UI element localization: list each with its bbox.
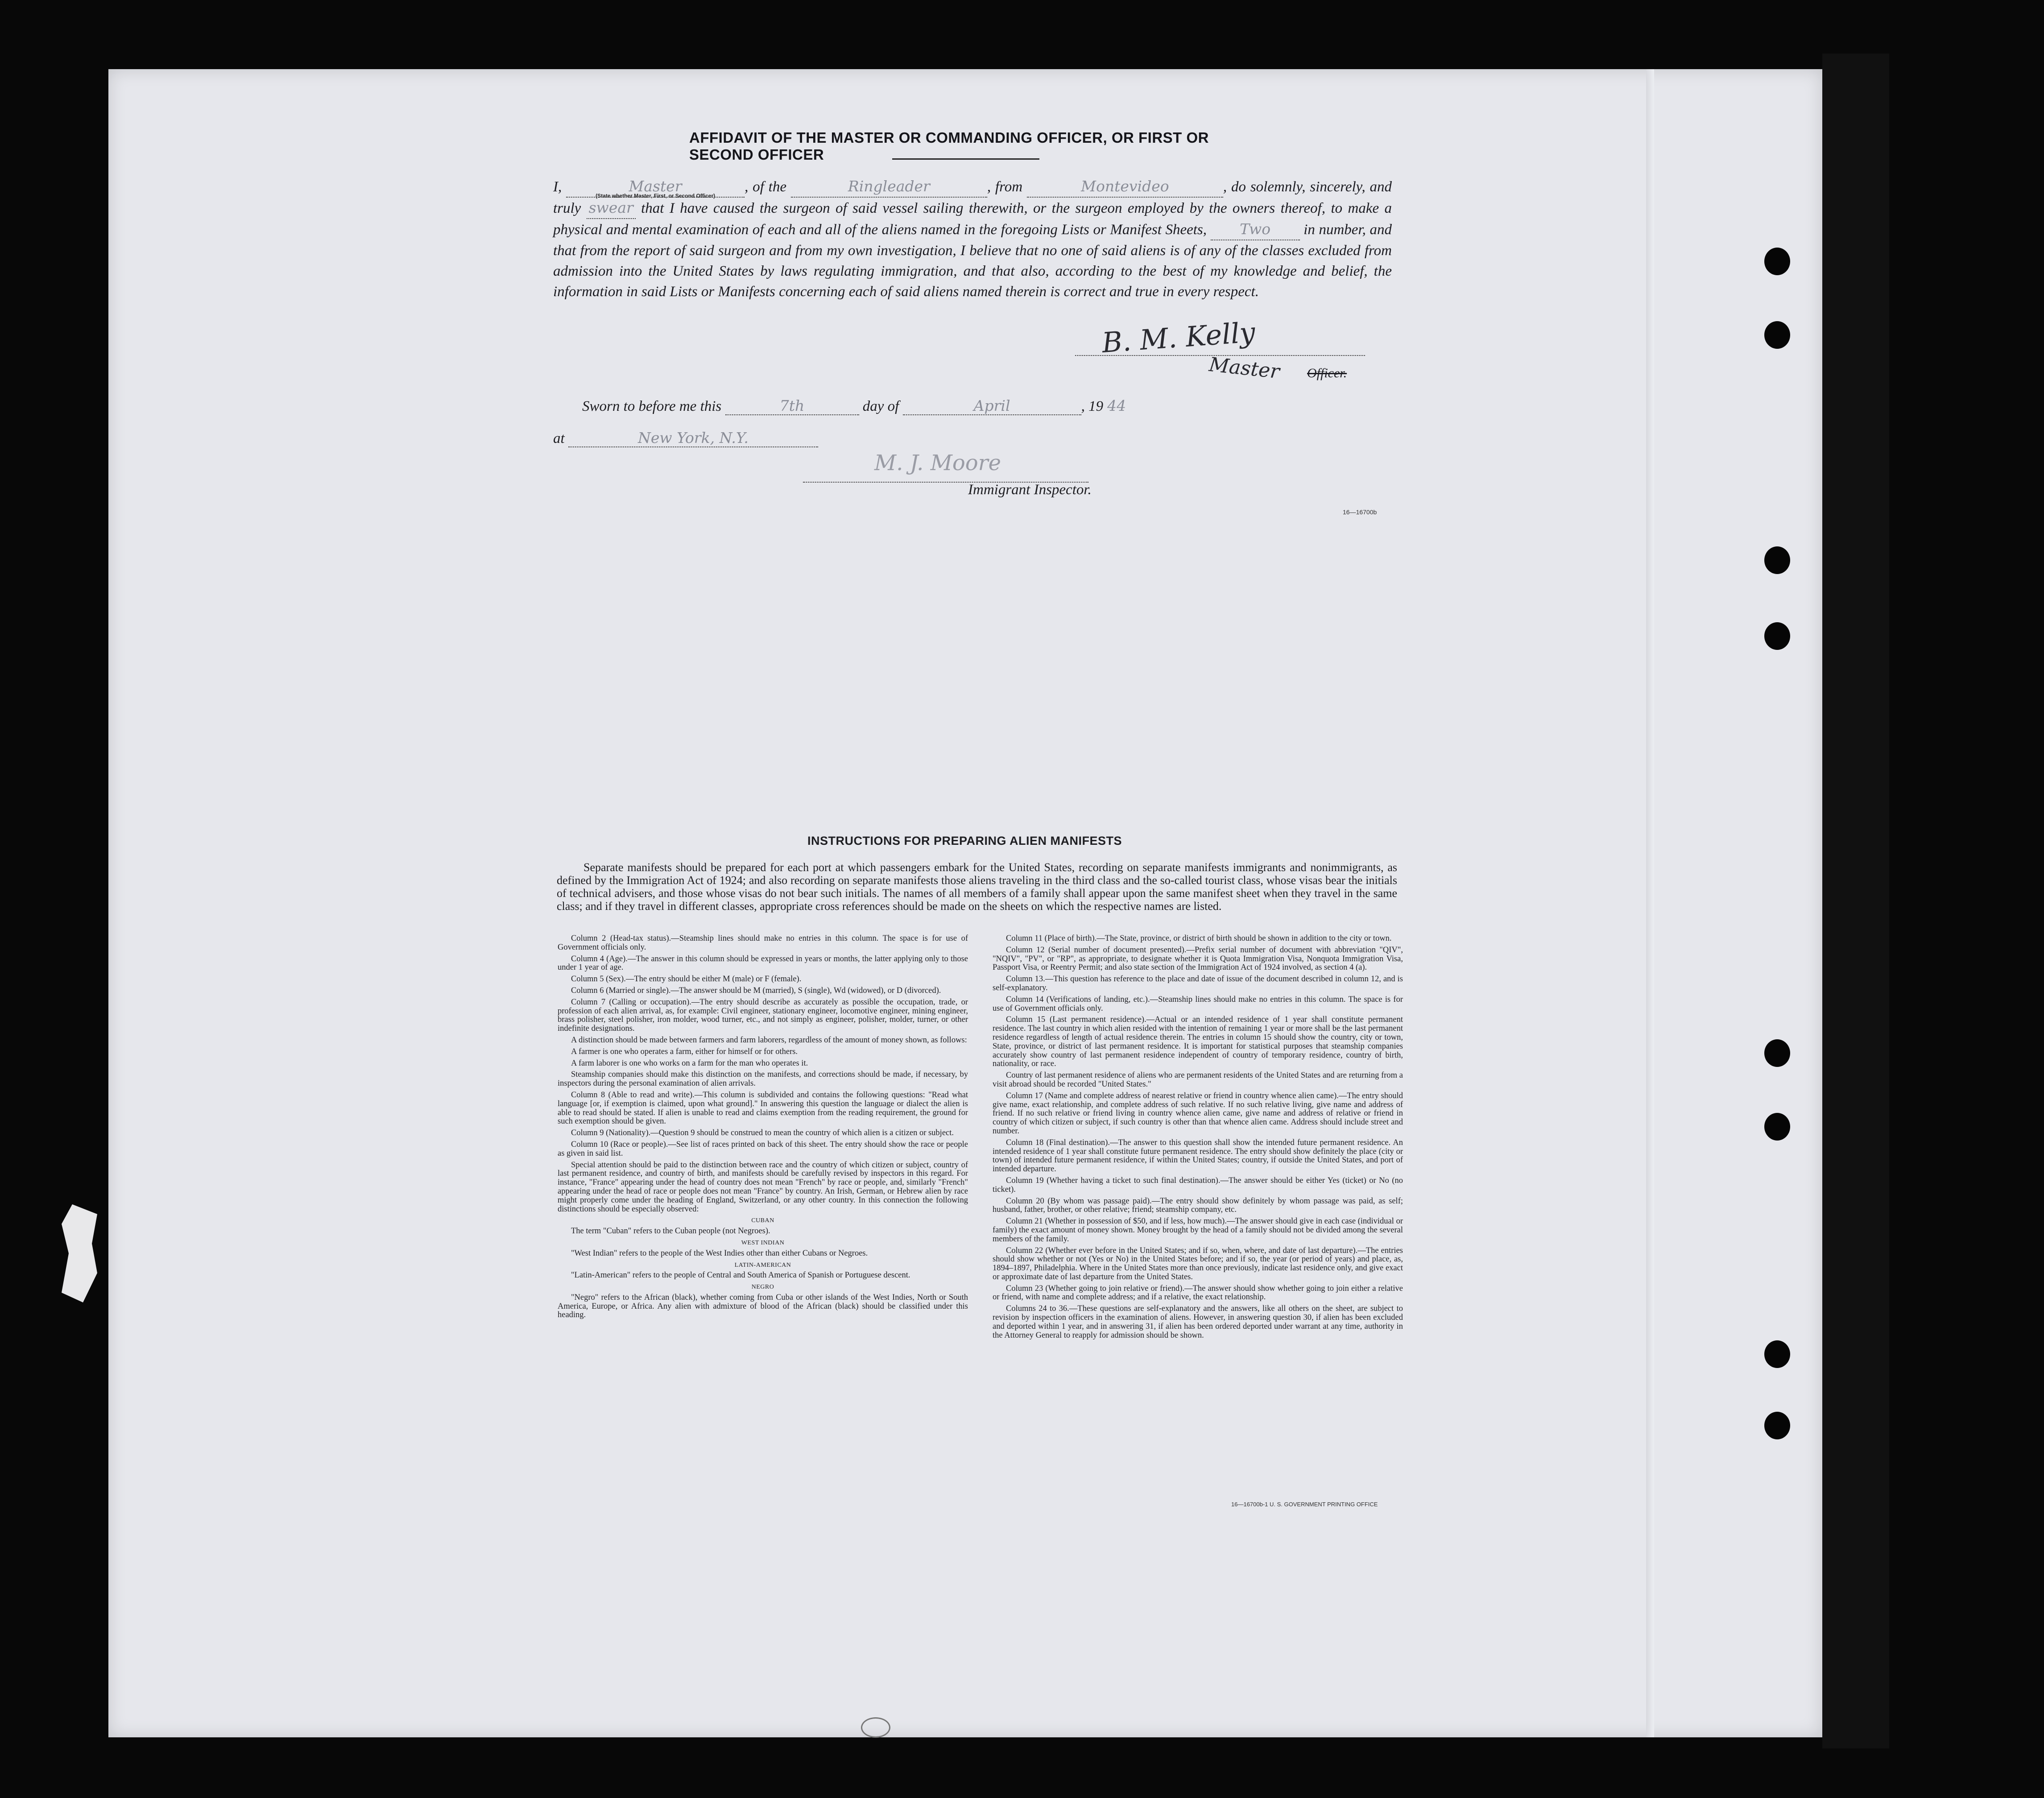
officer-rank-field [566, 176, 745, 198]
instruction-paragraph: Column 7 (Calling or occupation).—The entry should describe as accurately as possible the occupation, trade, or profession of each alien arrival, as, for example: Civil engineer, stationary engineer, locomotive engineer, mining engineer, brass polisher, steel polisher, iron molder, wood turner, etc., and not simply as engineer, polisher, molder, turner, or other indefinite designations. [558, 997, 968, 1033]
signature-suffix: Officer. [1307, 366, 1347, 380]
master-signature: B. M. Kelly [1101, 316, 1257, 359]
punch-hole [1764, 546, 1790, 574]
at-text: at [553, 430, 565, 446]
instruction-paragraph: "Latin-American" refers to the people of Central and South America of Spanish or Portuguese descent. [571, 1271, 910, 1280]
sworn-line [582, 397, 1385, 415]
instruction-paragraph: Column 13.—This question has reference to the place and date of issue of the document described in column 12, and is self-explanatory. [993, 975, 1403, 992]
instruction-paragraph: Column 19 (Whether having a ticket to such final destination).—The answer should be either Yes (ticket) or No (no ticket). [993, 1176, 1403, 1194]
oath-word-field: swear [587, 198, 636, 219]
punch-hole [1764, 1113, 1790, 1141]
sworn-month-field: April [903, 397, 1081, 415]
affidavit-text: that I have caused the surgeon of said vessel sailing therewith, or the surgeon employed by the owners thereof, to make a physical and mental examination of each and all of the aliens named in the foregoing Lists or Manifest Sheets, [553, 200, 1392, 238]
instruction-paragraph: A farm laborer is one who works on a farm for the man who operates it. [571, 1058, 808, 1068]
punch-hole [1764, 1340, 1790, 1368]
heading-latin-american: LATIN-AMERICAN [734, 1261, 791, 1269]
inspector-signature: M. J. Moore [874, 451, 1001, 475]
affidavit-text: solemnly, sincerely, and truly [553, 179, 1392, 216]
instruction-paragraph: Column 8 (Able to read and write).—This column is subdivided and contains the following questions: "Read what language [or, if exemption is claimed, upon what ground]." In answering this question the language or dialect the alien is able to read should be stated. If alien is unable to read and claims exemption from the reading requirement, the ground for such exemption should be given. [558, 1090, 968, 1126]
punch-hole [1764, 248, 1790, 275]
instruction-paragraph: A farmer is one who operates a farm, either for himself or for others. [571, 1047, 798, 1056]
instruction-paragraph: Column 21 (Whether in possession of $50, and if less, how much).—The answer should give in each case (individual or family) the exact amount of money shown. Money brought by the head of a family should not be divided among the several members of the family. [993, 1217, 1403, 1244]
instruction-paragraph: Column 17 (Name and complete address of nearest relative or friend in country whence alien came).—The entry should give name, exact relationship, and complete address of such relative. If no such relative living, give name and address of friend. If no such relative or friend living in country whence alien came, give name and address of relative or friend in country of which citizen or subject, if such country is other than that whence alien came. Address should include street and number. [993, 1091, 1403, 1136]
instruction-paragraph: Column 4 (Age).—The answer in this column should be expressed in years or months, the latter applying only to those under 1 year of age. [558, 954, 968, 972]
at-line [553, 429, 910, 447]
instruction-paragraph: Country of last permanent residence of aliens who are permanent residents of the United States and are returning from a visit abroad should be recorded "United States." [993, 1071, 1403, 1089]
instruction-paragraph: Column 14 (Verifications of landing, etc.).—Steamship lines should make no entries in this column. The space is for use of Government officials only. [993, 995, 1403, 1013]
vessel-name-field: Ringleader [791, 176, 987, 198]
instruction-paragraph: Column 18 (Final destination).—The answer to this question shall show the intended future permanent residence. An intended residence of 1 year shall constitute future permanent residence. The entry should show definitely the place (city or town) of intended future permanent residence, if within the United States; country, if outside the United States, and port of intended departure. [993, 1138, 1403, 1174]
heading-west-indian: WEST INDIAN [741, 1239, 785, 1246]
page-fold [1646, 69, 1654, 1737]
officer-rank-value: Master [629, 178, 682, 195]
sheet-count-field: Two [1211, 219, 1300, 240]
instruction-paragraph: Column 2 (Head-tax status).—Steamship lines should make no entries in this column. The space is for use of Government officials only. [558, 934, 968, 952]
instruction-paragraph: Column 20 (By whom was passage paid).—The entry should show definitely by whom passage was paid, as self; husband, father, brother, or other relative; friend; steamship company, etc. [993, 1196, 1403, 1215]
affidavit-text: , do [1223, 179, 1246, 195]
punch-hole [1764, 1039, 1790, 1067]
inspector-signature-line [803, 451, 1088, 483]
instruction-paragraph: Steamship companies should make this distinction on the manifests, and corrections should be made, if necessary, by inspectors during the personal examination of alien arrivals. [558, 1070, 968, 1088]
heading-negro: NEGRO [751, 1284, 774, 1291]
sworn-place-field: New York, N.Y. [568, 429, 818, 447]
affidavit-text: in number, and that from the report of said surgeon and from my own investigation, I believe that no one of said aliens is of any of the classes excluded from admission into the United States by laws regulating immigration, and that also, according to the best of my knowledge and belief, the information in said Lists or Manifests concerning each of said aliens named therein is correct and true in every respect. [553, 222, 1392, 300]
instructions-title: INSTRUCTIONS FOR PREPARING ALIEN MANIFESTS [807, 834, 1122, 847]
instruction-paragraph: Column 6 (Married or single).—The answer should be M (married), S (single), Wd (widowed), or D (divorced). [571, 986, 941, 995]
day-of-text: day of [862, 398, 899, 414]
affidavit-text: I, [553, 179, 562, 195]
instructions-intro: Separate manifests should be prepared for each port at which passengers embark for the United States, recording on separate manifests immigrants and nonimmigrants, as defined by the Immigration Act of 1924; and also recording on separate manifests those aliens traveling in the third class and the so-called tourist class, whose visas bear the initials of technical advisers, and those whose visas do not bear such initials. The names of all members of a family shall appear upon the same manifest sheet when they travel in the same class; and if they travel in different classes, appropriate cross references should be made on the sheets on which the respective names are listed. [557, 861, 1397, 913]
affidavit-text: , from [987, 179, 1023, 195]
instruction-paragraph: "Negro" refers to the African (black), whether coming from Cuba or other islands of the West Indies, North or South America, Europe, or Africa. Any alien with admixture of blood of the African (black) should be classified under this heading. [558, 1293, 968, 1320]
affidavit-body [553, 176, 1392, 302]
sworn-text: Sworn to before me this [582, 398, 722, 414]
sworn-day-field: 7th [725, 397, 859, 415]
instruction-paragraph: The term "Cuban" refers to the Cuban people (not Negroes). [571, 1227, 770, 1236]
printing-office-note: 16—16700b-1 U. S. GOVERNMENT PRINTING OFFICE [1231, 1501, 1378, 1508]
instruction-paragraph: Columns 24 to 36.—These questions are self-explanatory and the answers, like all others on the sheet, are subject to revision by inspection officers in the examination of aliens. However, in answering question 30, if alien has been excluded and deported within 1 year, and in answering 31, if alien has been ordered deported under warrant at any time, authority in the Attorney General to reapply for admission should be shown. [993, 1304, 1403, 1340]
page-edge-shadow [1822, 54, 1889, 1748]
instruction-paragraph: Column 9 (Nationality).—Question 9 should be construed to mean the country of which alien is a citizen or subject. [571, 1128, 954, 1138]
instruction-paragraph: Column 10 (Race or people).—See list of races printed on back of this sheet. The entry should show the race or people as given in said list. [558, 1140, 968, 1158]
punch-hole [1764, 1412, 1790, 1439]
year-prefix: , 19 [1081, 398, 1104, 414]
punch-hole [1764, 622, 1790, 650]
instructions-left-column [558, 934, 968, 1323]
punch-hole [1764, 321, 1790, 349]
instruction-paragraph: Column 5 (Sex).—The entry should be either M (male) or F (female). [571, 975, 802, 984]
instruction-paragraph: A distinction should be made between farmers and farm laborers, regardless of the amount of money shown, as follows: [571, 1035, 967, 1045]
officer-rank-note: (State whether Master, First, or Second Officer) [596, 193, 716, 199]
master-signature-block [1075, 316, 1396, 393]
master-signature-title: Master [1208, 353, 1281, 384]
title-rule [892, 158, 1039, 160]
page-stamp-mark [861, 1717, 890, 1738]
port-from-field: Montevideo [1027, 176, 1223, 198]
instruction-paragraph: Special attention should be paid to the distinction between race and the country of which citizen or subject, country of last permanent residence, and country of birth, and manifests should be carefully revised by inspectors in this regard. For instance, "France" appearing under the head of country does not mean "French" by race or people, and, similarly "French" appearing under the head of race or people does not mean "France" by country. An Irish, German, or Hebrew alien by race might properly come under the heading of England, Switzerland, or any other country. In this connection the following distinctions should be especially observed: [558, 1160, 968, 1214]
form-number: 16—16700b [1343, 508, 1377, 516]
instruction-paragraph: Column 22 (Whether ever before in the United States; and if so, when, where, and date of last departure).—The entries should show whether or not (Yes or No) in the United States before; and if so, the year (or period of years) and place, as, 1894–1897, Philadelphia. Where in the United States more than once previously, indicate last residence only, and give exact or approximate date of last departure from the United States. [993, 1246, 1403, 1281]
year-suffix-field: 44 [1107, 397, 1126, 414]
inspector-label: Immigrant Inspector. [968, 482, 1092, 498]
instructions-right-column [993, 934, 1403, 1343]
instruction-paragraph: "West Indian" refers to the people of the West Indies other than either Cubans or Negroes. [571, 1248, 868, 1258]
affidavit-title: AFFIDAVIT OF THE MASTER OR COMMANDING OFFICER, OR FIRST OR SECOND OFFICER [689, 129, 1209, 163]
instruction-paragraph: Column 11 (Place of birth).—The State, province, or district of birth should be shown in addition to the city or town. [1006, 934, 1392, 943]
heading-cuban: CUBAN [751, 1217, 774, 1224]
instruction-paragraph: Column 12 (Serial number of document presented).—Prefix serial number of document with abbreviation "QIV", "NQIV", "PV", or "RP", as appropriate, to designate whether it is Quota Immigration Visa, Nonquota Immigration Visa, Passport Visa, or Reentry Permit; and also state section of the Immigration Act of 1924 involved, as section 4 (a). [993, 945, 1403, 972]
instruction-paragraph: Column 15 (Last permanent residence).—Actual or an intended residence of 1 year shall constitute permanent residence. The last country in which alien resided with the intention of remaining 1 year or more shall be the last permanent residence regardless of length of actual residence therein. The entries in column 15 should show the country, city or town, State, province, or district of last permanent residence. It is important for statistical purposes that steamship companies accurately show country of last permanent residence independent of country of temporary residence, country of birth, nationality, or race. [993, 1015, 1403, 1069]
affidavit-text: , of the [745, 179, 786, 195]
instruction-paragraph: Column 23 (Whether going to join relative or friend).—The answer should show whether going to join either a relative or friend, with name and complete address; and if a relative, the exact relationship. [993, 1284, 1403, 1302]
